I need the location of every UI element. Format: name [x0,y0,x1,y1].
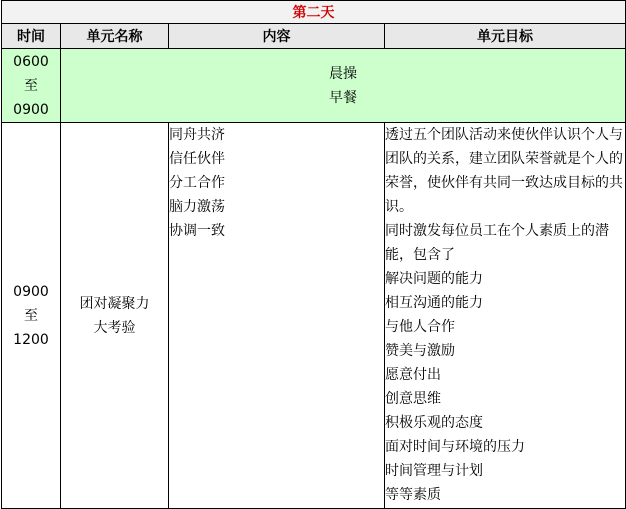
session-row [2,123,626,509]
header-row [2,24,626,49]
goal-item: 面对时间与环境的压力 [385,439,525,455]
goal-item: 愿意付出 [385,367,441,383]
header-unit-name: 单元名称 [61,24,169,49]
morning-time [2,49,61,123]
content-item: 脑力激荡 [169,199,225,215]
morning-row [2,49,626,123]
time-to: 至 [24,77,38,94]
content-item: 协调一致 [169,223,225,239]
header-content: 内容 [169,24,385,49]
goal-item: 时间管理与计划 [385,463,483,479]
goal-item: 与他人合作 [385,319,455,335]
activity-breakfast: 早餐 [329,89,357,106]
schedule-table [1,0,626,509]
goal-item: 积极乐观的态度 [385,415,483,431]
header-time: 时间 [2,24,61,49]
time-start: 0600 [13,53,49,70]
unit-name-line: 大考验 [93,319,136,336]
time-start: 0900 [13,283,49,300]
content-item: 分工合作 [169,175,225,191]
unit-name [61,123,169,509]
time-end: 1200 [13,331,49,348]
content-list [169,123,385,509]
goal-paragraph: 透过五个团队活动来使伙伴认识个人与团队的关系，建立团队荣誉就是个人的荣誉，使伙伴有共同一致达成目标的共识。 [385,127,623,215]
goal-item: 相互沟通的能力 [385,295,483,311]
goal-paragraph: 同时激发每位员工在个人素质上的潜能，包含了 [385,223,609,263]
session-time [2,123,61,509]
content-item: 同舟共济 [169,127,225,143]
morning-activities [61,49,626,123]
title-row [2,1,626,24]
content-item: 信任伙伴 [169,151,225,167]
time-end: 0900 [13,101,49,118]
unit-name-line: 团对凝聚力 [79,295,150,312]
day-title: 第二天 [2,1,626,24]
goal-item: 赞美与激励 [385,343,455,359]
goal-item: 等等素质 [385,487,441,503]
time-to: 至 [24,307,38,324]
goal-item: 解决问题的能力 [385,271,483,287]
goal-item: 创意思维 [385,391,441,407]
goal-list [385,123,626,509]
header-goal: 单元目标 [385,24,626,49]
activity-exercise: 晨操 [329,65,357,82]
